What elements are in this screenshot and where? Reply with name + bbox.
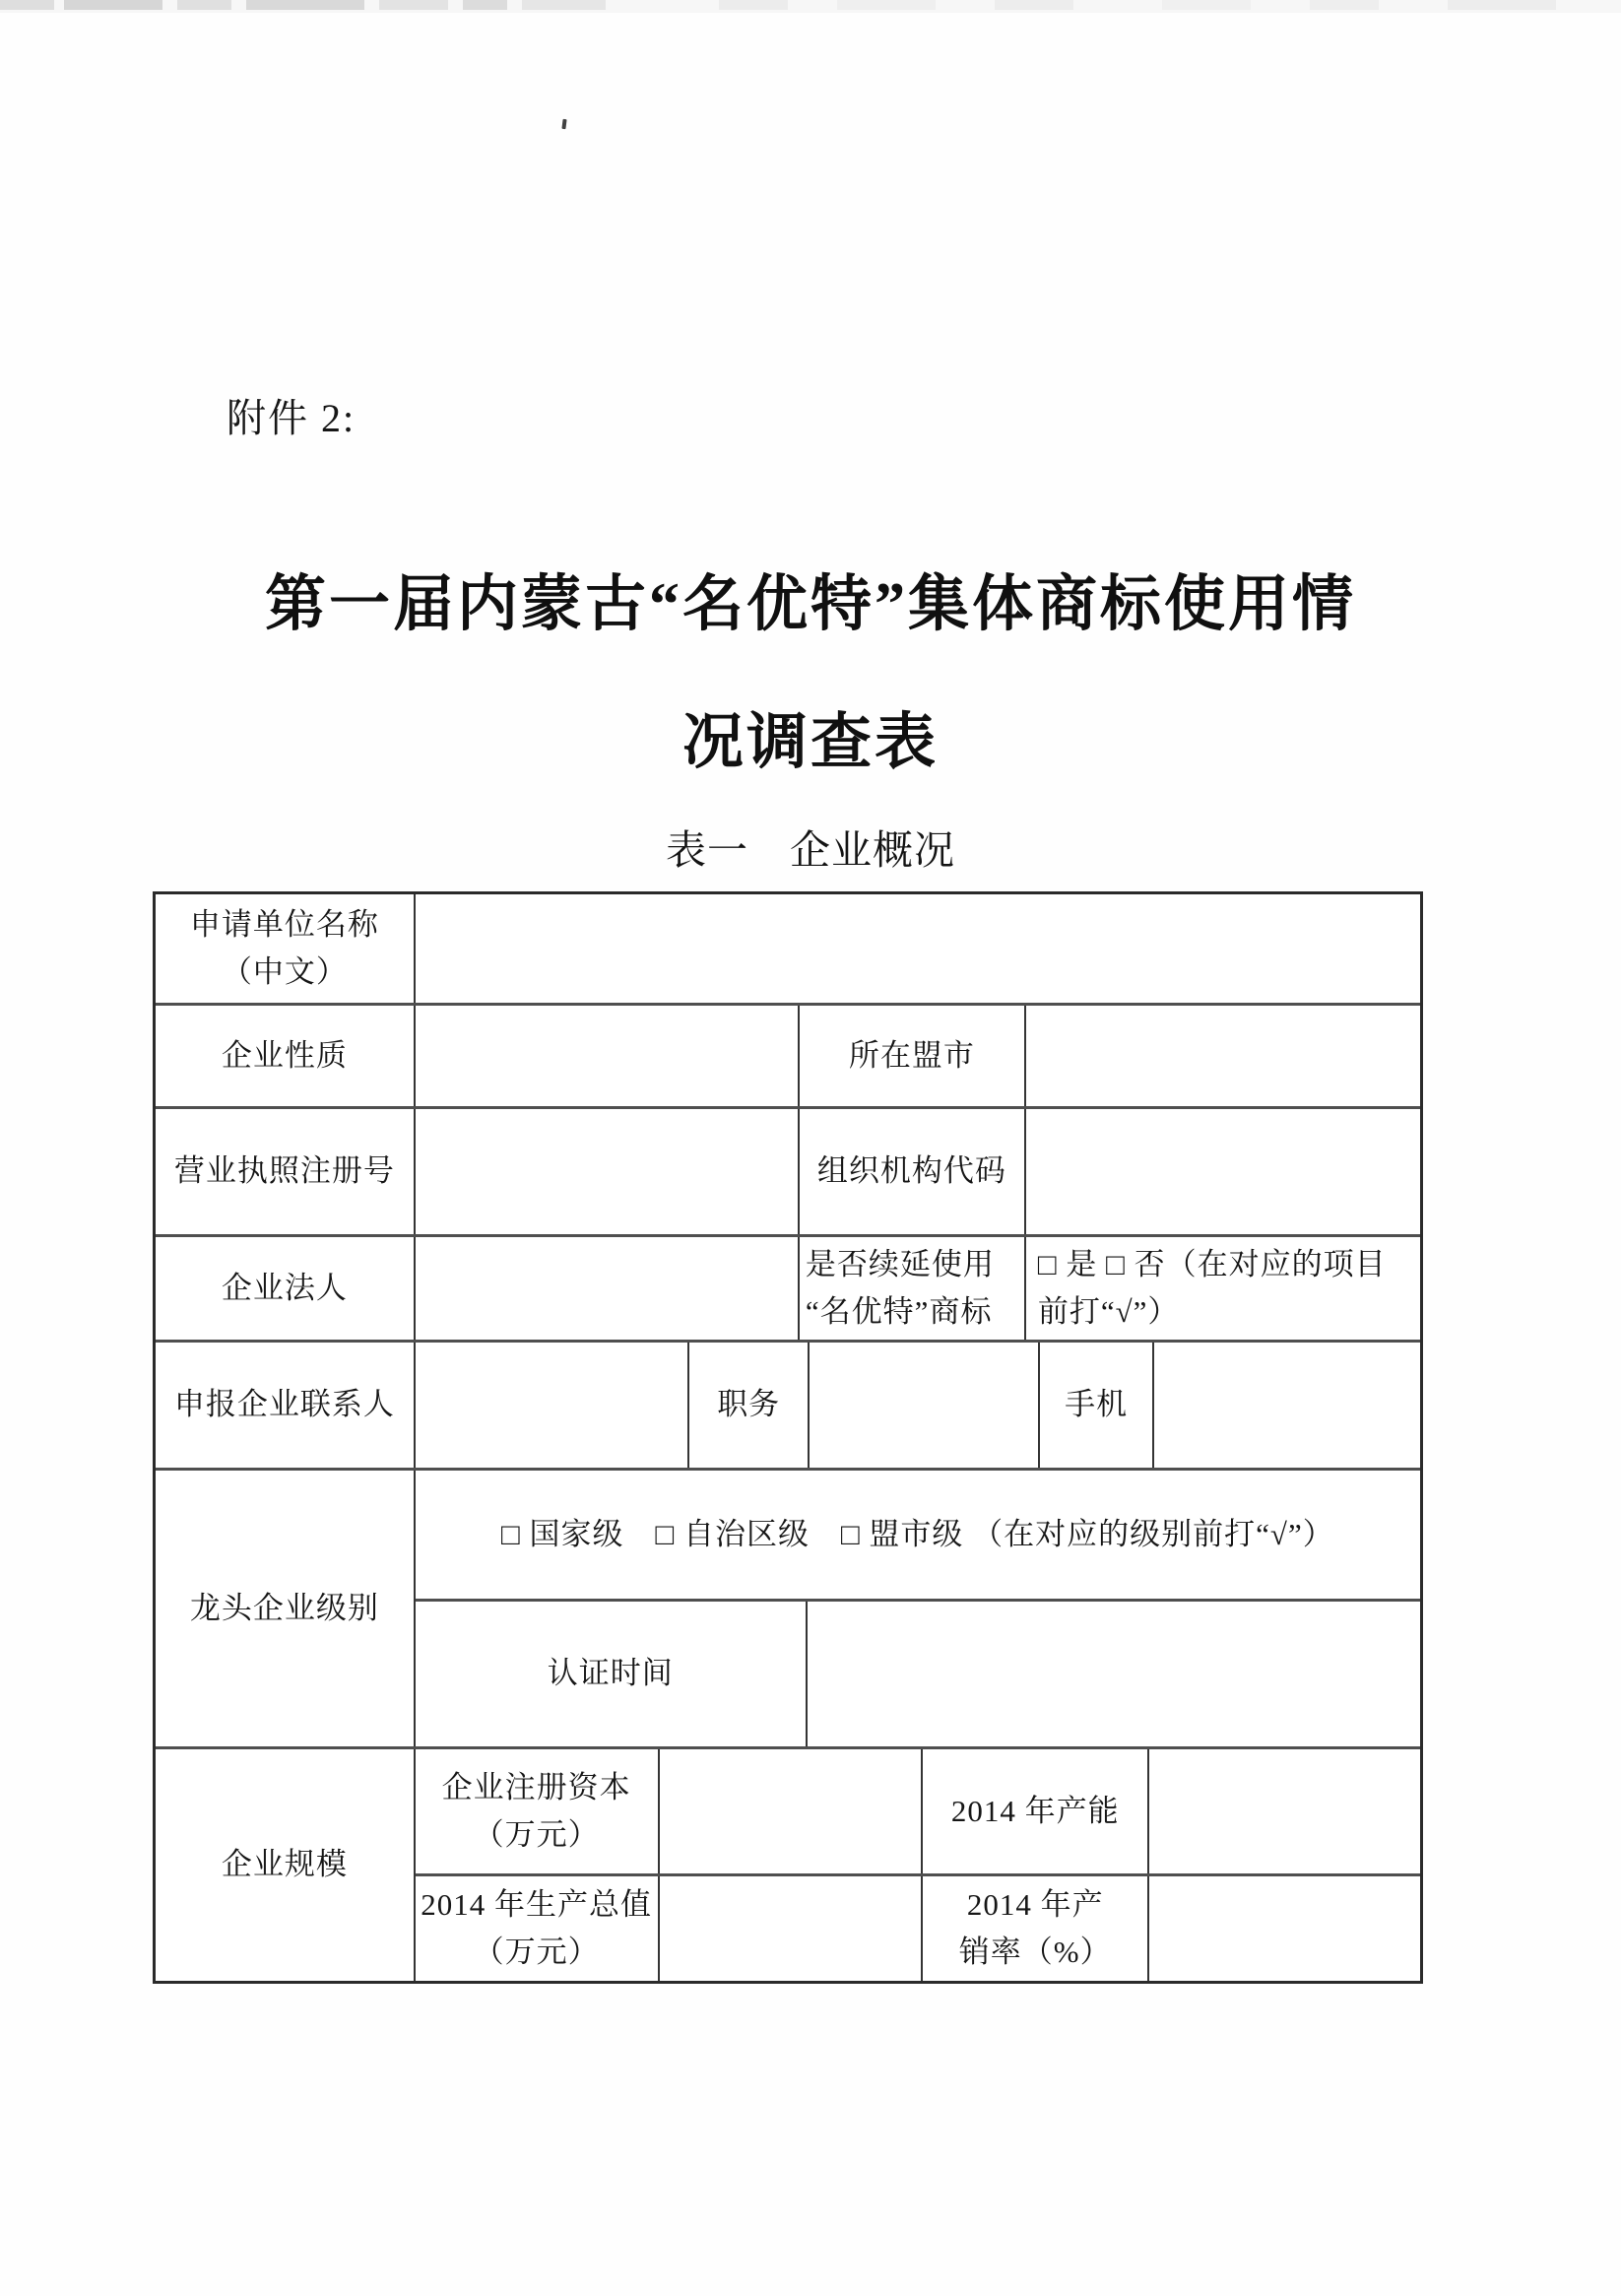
scan-dash [64, 0, 162, 10]
leading-level-label: 龙头企业级别 [156, 1471, 416, 1746]
legal-person-label: 企业法人 [156, 1237, 416, 1340]
scan-dash [463, 0, 507, 10]
contact-label: 申报企业联系人 [156, 1343, 416, 1468]
registered-capital-value-cell [660, 1749, 924, 1873]
org-code-value-cell [1026, 1109, 1420, 1234]
org-code-label: 组织机构代码 [800, 1109, 1026, 1234]
sales-rate-2014-label-line2: 销率（%） [958, 1935, 1112, 1969]
scan-dash [246, 0, 364, 10]
applicant-name-label-line1: 申请单位名称 [189, 906, 379, 942]
scan-dash [837, 0, 936, 10]
table-row [156, 1468, 1420, 1746]
scale-row-2 [416, 1873, 1420, 1981]
table-row [156, 1234, 1420, 1340]
scan-dash [1310, 0, 1379, 10]
applicant-name-label-line2: （中文） [221, 954, 348, 989]
scan-dash [1162, 0, 1251, 10]
applicant-name-value-cell [416, 894, 1420, 1003]
capacity-2014-label: 2014 年产能 [923, 1749, 1149, 1873]
scale-section [416, 1749, 1420, 1981]
renewal-label-line2: “名优特”商标 [805, 1294, 993, 1329]
leading-level-options: □ 国家级 □ 自治区级 □ 盟市级 （在对应的级别前打“√”） [501, 1516, 1334, 1551]
ink-speck [561, 119, 566, 129]
output-2014-label-line2: （万元） [473, 1935, 600, 1969]
scan-dash [995, 0, 1073, 10]
registered-capital-label-line2: （万元） [473, 1817, 600, 1852]
business-license-label: 营业执照注册号 [156, 1109, 416, 1234]
document-title-line1: 第一届内蒙古“名优特”集体商标使用情 [264, 571, 1356, 638]
table-row [156, 894, 1420, 1003]
output-2014-label-line1: 2014 年生产总值 [421, 1886, 652, 1922]
survey-table [153, 891, 1423, 1984]
table-row [156, 1003, 1420, 1106]
scale-label: 企业规模 [156, 1749, 416, 1981]
scan-dash [719, 0, 788, 10]
mobile-value-cell [1154, 1343, 1420, 1468]
cert-time-value-cell [808, 1602, 1420, 1746]
scale-row-1 [416, 1749, 1420, 1873]
applicant-name-label [156, 894, 416, 1003]
table-row [156, 1340, 1420, 1468]
leading-level-section [416, 1471, 1420, 1746]
table-row [156, 1106, 1420, 1234]
league-city-label: 所在盟市 [800, 1006, 1026, 1106]
scan-dash [1448, 0, 1556, 10]
attachment-label: 附件 2: [227, 396, 357, 440]
output-2014-label [416, 1876, 660, 1981]
sales-rate-2014-label-line1: 2014 年产 [966, 1886, 1104, 1922]
renewal-answer-cell [1026, 1237, 1420, 1340]
capacity-2014-value-cell [1149, 1749, 1420, 1873]
cert-time-row [416, 1599, 1420, 1746]
renewal-label [800, 1237, 1026, 1340]
scan-dash [522, 0, 606, 10]
mobile-label: 手机 [1040, 1343, 1154, 1468]
registered-capital-label-line1: 企业注册资本 [441, 1769, 631, 1804]
position-label: 职务 [689, 1343, 809, 1468]
scan-dash [0, 0, 54, 10]
enterprise-nature-label: 企业性质 [156, 1006, 416, 1106]
registered-capital-label [416, 1749, 660, 1873]
document-title-line2: 况调查表 [681, 709, 939, 776]
sales-rate-2014-label [923, 1876, 1149, 1981]
output-2014-value-cell [660, 1876, 924, 1981]
cert-time-label: 认证时间 [416, 1602, 808, 1746]
scan-artifact-strip [0, 0, 1621, 13]
enterprise-nature-value-cell [416, 1006, 800, 1106]
league-city-value-cell [1026, 1006, 1420, 1106]
scan-dash [379, 0, 448, 10]
table-row [156, 1746, 1420, 1981]
leading-level-options-row [416, 1471, 1420, 1599]
position-value-cell [810, 1343, 1040, 1468]
renewal-answer-line1: □ 是 □ 否（在对应的项目 [1037, 1246, 1387, 1281]
sales-rate-2014-value-cell [1149, 1876, 1420, 1981]
table-caption: 表一 企业概况 [666, 827, 955, 873]
contact-value-cell [416, 1343, 690, 1468]
business-license-value-cell [416, 1109, 800, 1234]
scan-dash [177, 0, 231, 10]
renewal-answer-line2: 前打“√”） [1037, 1294, 1180, 1329]
renewal-label-line1: 是否续延使用 [805, 1246, 995, 1281]
legal-person-value-cell [416, 1237, 800, 1340]
